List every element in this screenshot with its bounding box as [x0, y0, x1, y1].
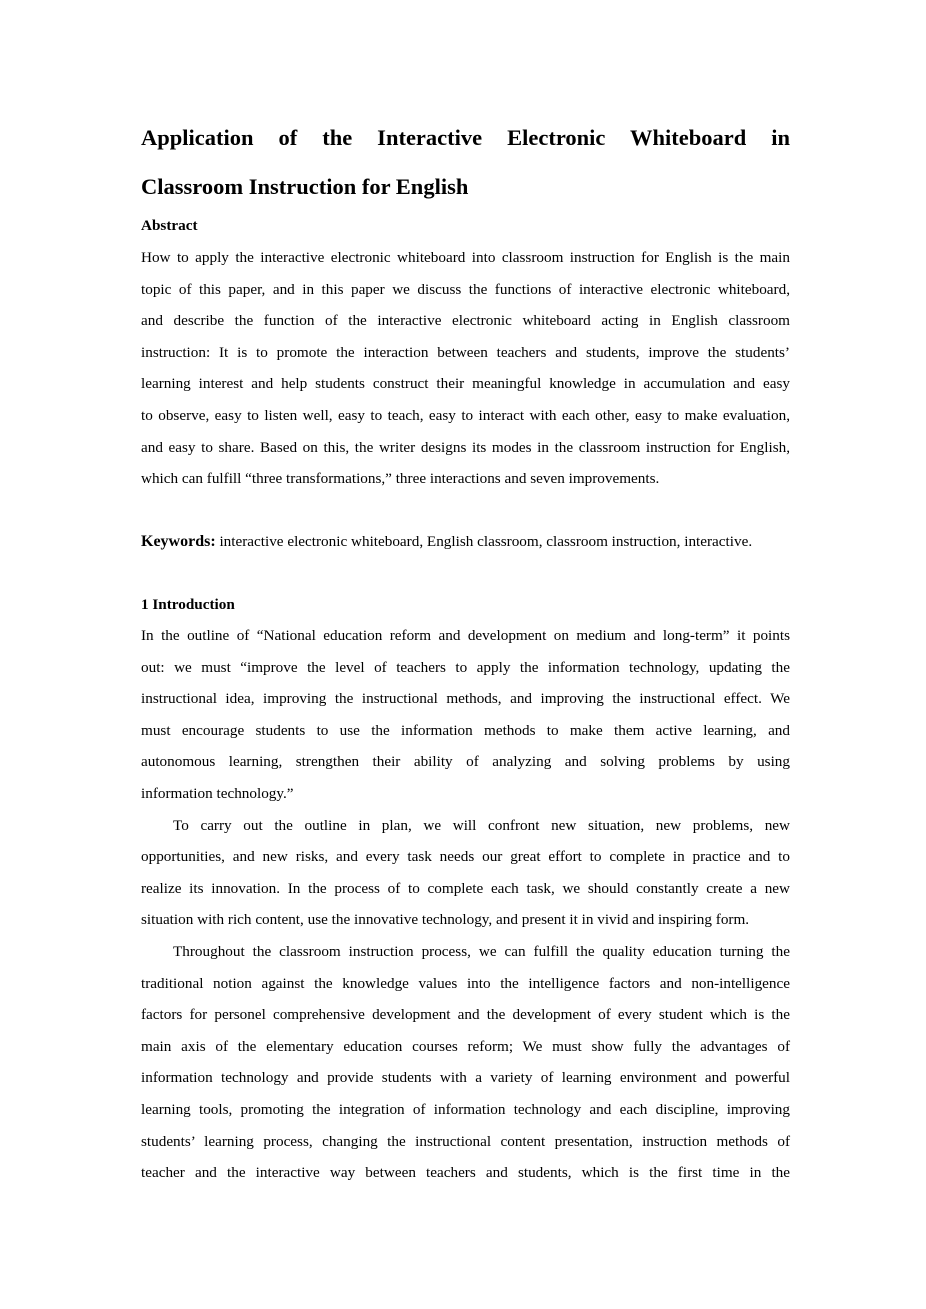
paragraph-line: autonomous learning, strengthen their ability of analyzing and solving problems by using: [141, 753, 790, 771]
paragraph-line: Throughout the classroom instruction process, we can fulfill the quality education turning the: [173, 942, 790, 960]
paragraph-line: information technology and provide students with a variety of learning environment and powerful: [141, 1069, 790, 1087]
paragraph-line: In the outline of “National education reform and development on medium and long-term” it points: [141, 627, 790, 644]
abstract-line: instruction: It is to promote the interaction between teachers and students, improve the students’: [141, 343, 790, 361]
abstract-line: How to apply the interactive electronic whiteboard into classroom instruction for English is the main: [141, 249, 790, 266]
paragraph-line: factors for personel comprehensive development and the development of every student which is the: [141, 1006, 790, 1024]
abstract-heading: Abstract: [141, 217, 198, 234]
paragraph-line: situation with rich content, use the innovative technology, and present it in vivid and inspiring form.: [141, 911, 750, 929]
title-line: Classroom Instruction for English: [141, 174, 469, 199]
paragraph-line: students’ learning process, changing the instructional content presentation, instruction methods of: [141, 1132, 790, 1150]
paragraph: [141, 810, 790, 936]
keywords-label: Keywords:: [141, 533, 216, 550]
paragraph-line: To carry out the outline in plan, we will confront new situation, new problems, new: [173, 816, 790, 834]
paragraph-line: must encourage students to use the information methods to make them active learning, and: [141, 721, 790, 739]
abstract-body: [141, 242, 790, 495]
title-line: Application of the Interactive Electronic Whiteboard in: [141, 125, 790, 150]
paragraph-line: opportunities, and new risks, and every task needs our great effort to complete in practice and to: [141, 848, 790, 866]
section-heading-introduction: 1 Introduction: [141, 596, 235, 613]
paragraph-line: main axis of the elementary education courses reform; We must show fully the advantages of: [141, 1037, 790, 1055]
introduction-body: [141, 620, 790, 1189]
paragraph-line: realize its innovation. In the process of to complete each task, we should constantly create a new: [141, 879, 790, 897]
paragraph: [141, 936, 790, 1189]
keywords: [141, 526, 790, 558]
paragraph-line: instructional idea, improving the instructional methods, and improving the instructional effect. We: [141, 690, 790, 708]
paper-title: [141, 113, 790, 211]
abstract-line: which can fulfill “three transformations,” three interactions and seven improvements.: [141, 470, 660, 488]
abstract-line: and easy to share. Based on this, the writer designs its modes in the classroom instruction for English,: [141, 438, 790, 456]
abstract-line: topic of this paper, and in this paper we discuss the functions of interactive electronic whiteboard,: [141, 280, 790, 298]
paragraph-line: teacher and the interactive way between teachers and students, which is the first time in the: [141, 1164, 790, 1182]
paragraph-line: out: we must “improve the level of teachers to apply the information technology, updating the: [141, 658, 790, 676]
paragraph-line: learning tools, promoting the integration of information technology and each discipline, improving: [141, 1100, 790, 1118]
abstract-line: learning interest and help students construct their meaningful knowledge in accumulation and easy: [141, 375, 790, 393]
paragraph-line: traditional notion against the knowledge values into the intelligence factors and non-intelligence: [141, 974, 790, 992]
abstract-line: to observe, easy to listen well, easy to teach, easy to interact with each other, easy to make evaluation,: [141, 406, 790, 424]
paragraph-line: information technology.”: [141, 784, 294, 802]
abstract-line: and describe the function of the interactive electronic whiteboard acting in English classroom: [141, 312, 790, 330]
keywords-text: interactive electronic whiteboard, English classroom, classroom instruction, interactive.: [215, 533, 753, 550]
paragraph: [141, 620, 790, 810]
